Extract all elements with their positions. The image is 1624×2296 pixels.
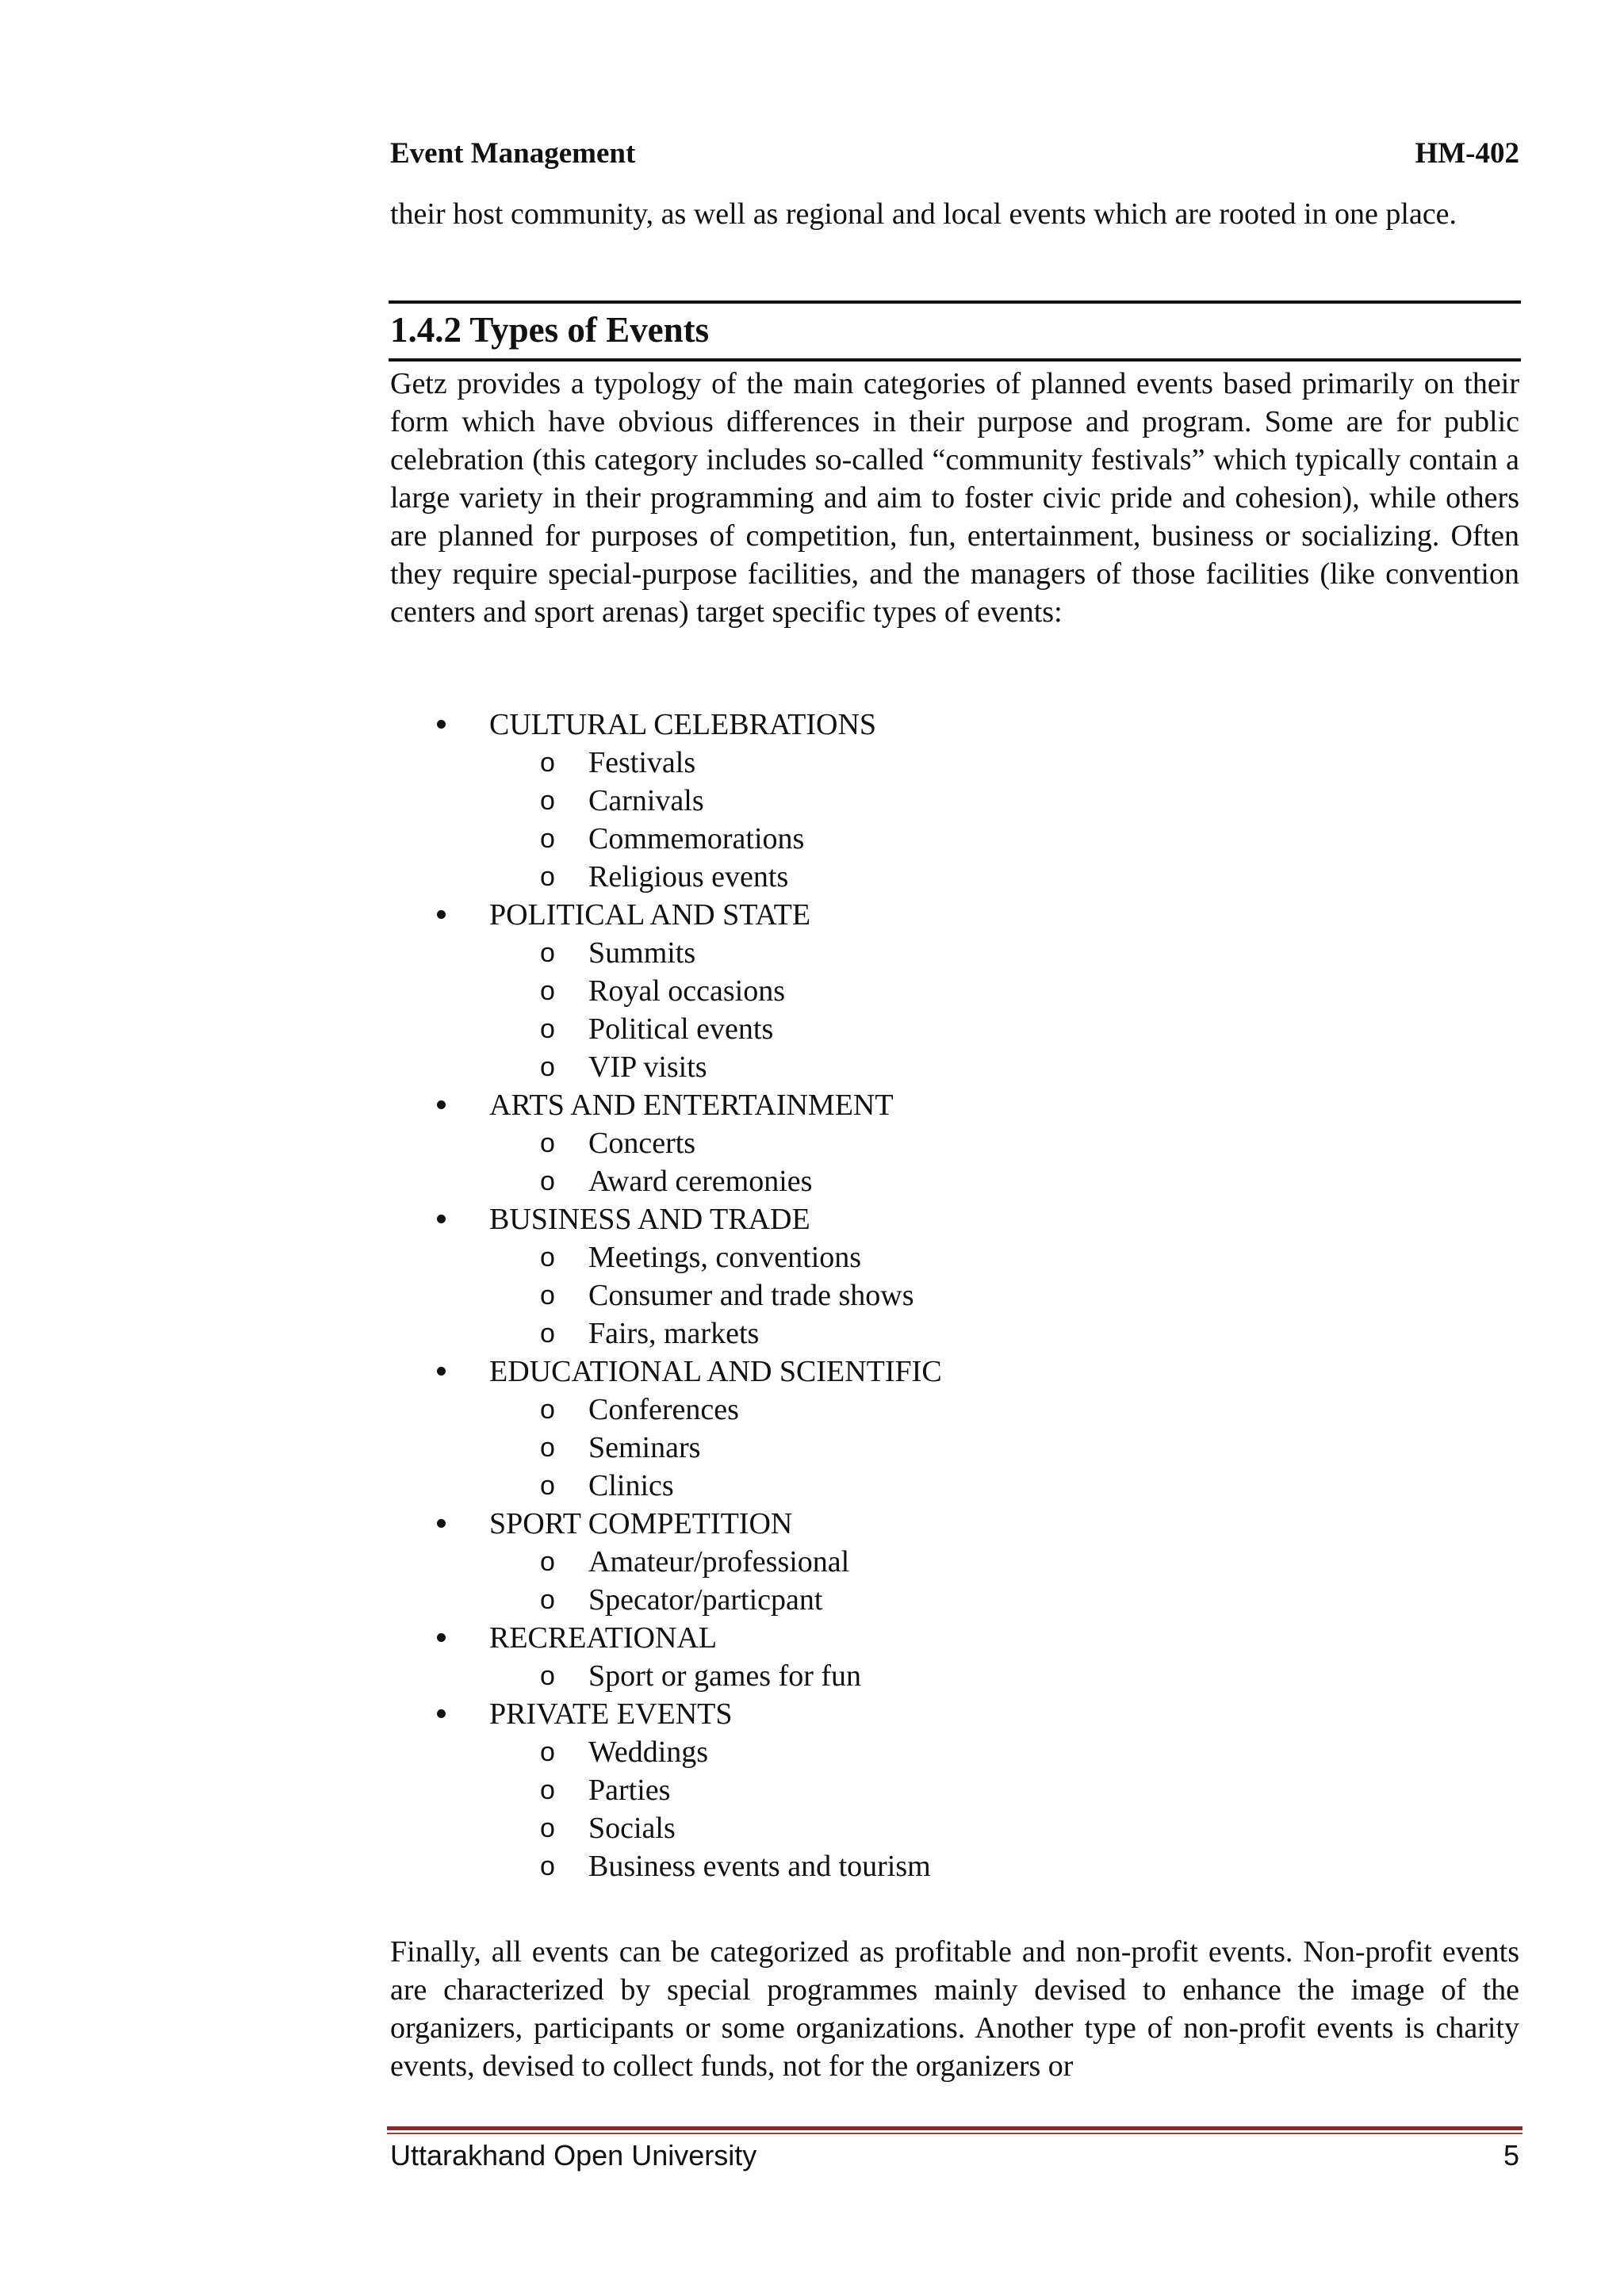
subcategory-list: [390, 1124, 1519, 1200]
course-title: Event Management: [390, 137, 636, 170]
hollow-bullet-icon: o: [540, 1280, 555, 1311]
subcategory-item: [390, 972, 1519, 1010]
subcategory-label: Amateur/professional: [588, 1545, 850, 1578]
subcategory-label: Business events and tourism: [588, 1850, 931, 1883]
hollow-bullet-icon: o: [540, 1395, 555, 1425]
hollow-bullet-icon: o: [540, 1471, 555, 1501]
subcategory-label: Specator/particpant: [588, 1583, 823, 1617]
footer-rule-thin: [387, 2133, 1522, 2134]
subcategory-item: [390, 1809, 1519, 1847]
subcategory-label: Fairs, markets: [588, 1317, 760, 1350]
hollow-bullet-icon: o: [540, 1661, 555, 1691]
course-code: HM-402: [1415, 137, 1519, 170]
continuation-paragraph: their host community, as well as regional and local events which are rooted in one place.: [390, 197, 1457, 231]
hollow-bullet-icon: o: [540, 1128, 555, 1158]
subcategory-item: [390, 1124, 1519, 1162]
subcategory-item: [390, 1733, 1519, 1771]
subcategory-label: Socials: [588, 1812, 676, 1845]
subcategory-list: [390, 1391, 1519, 1505]
subcategory-item: [390, 1238, 1519, 1276]
hollow-bullet-icon: o: [540, 1851, 555, 1881]
hollow-bullet-icon: o: [540, 1813, 555, 1843]
category-row: [390, 1619, 1519, 1657]
event-category-list: [390, 706, 1519, 1885]
subcategory-label: Festivals: [588, 746, 696, 779]
subcategory-label: Commemorations: [588, 822, 805, 855]
hollow-bullet-icon: o: [540, 938, 555, 968]
category-row: [390, 706, 1519, 744]
subcategory-item: [390, 1010, 1519, 1048]
category-row: [390, 1200, 1519, 1238]
category-label: EDUCATIONAL AND SCIENTIFIC: [489, 1355, 942, 1388]
subcategory-list: [390, 1733, 1519, 1885]
subcategory-label: Sport or games for fun: [588, 1659, 862, 1693]
heading-rule-top: [389, 300, 1521, 304]
hollow-bullet-icon: o: [540, 748, 555, 778]
subcategory-label: Carnivals: [588, 784, 704, 817]
category-label: CULTURAL CELEBRATIONS: [489, 708, 877, 741]
hollow-bullet-icon: o: [540, 1775, 555, 1805]
hollow-bullet-icon: o: [540, 1242, 555, 1272]
subcategory-item: [390, 1581, 1519, 1619]
subcategory-label: Award ceremonies: [588, 1165, 813, 1198]
subcategory-item: [390, 1314, 1519, 1353]
footer-institution: Uttarakhand Open University: [390, 2139, 757, 2172]
category-row: [390, 1695, 1519, 1733]
category-label: POLITICAL AND STATE: [489, 898, 811, 932]
hollow-bullet-icon: o: [540, 1014, 555, 1044]
category-label: ARTS AND ENTERTAINMENT: [489, 1089, 894, 1122]
subcategory-label: Royal occasions: [588, 974, 786, 1008]
hollow-bullet-icon: o: [540, 1433, 555, 1463]
subcategory-label: Conferences: [588, 1393, 739, 1426]
closing-paragraph: Finally, all events can be categorized as profitable and non-profit events. Non-profit events are characterized by special programmes mainly devised to enhance the image of the organizers, participants or some organizations. Another type of non-profit events is charity events, devised to collect funds, not for the organizers or: [390, 1935, 1519, 2083]
category-label: BUSINESS AND TRADE: [489, 1203, 810, 1236]
subcategory-item: [390, 1429, 1519, 1467]
subcategory-item: [390, 858, 1519, 896]
category-row: [390, 1086, 1519, 1124]
subcategory-item: [390, 934, 1519, 972]
page-number: 5: [1503, 2139, 1519, 2172]
category-item: [390, 706, 1519, 896]
hollow-bullet-icon: o: [540, 1585, 555, 1615]
hollow-bullet-icon: o: [540, 1052, 555, 1082]
category-row: [390, 1505, 1519, 1543]
subcategory-label: Seminars: [588, 1431, 701, 1464]
subcategory-list: [390, 934, 1519, 1086]
category-label: SPORT COMPETITION: [489, 1507, 793, 1540]
category-row: [390, 896, 1519, 934]
category-item: [390, 1086, 1519, 1200]
subcategory-item: [390, 1467, 1519, 1505]
subcategory-item: [390, 1391, 1519, 1429]
subcategory-label: Political events: [588, 1012, 774, 1046]
intro-paragraph: Getz provides a typology of the main categories of planned events based primarily on their form which have obvious differences in their purpose and program. Some are for public celebration (this category includes so-called “community festivals” which typically contain a large variety in their programming and aim to foster civic pride and cohesion), while others are planned for purposes of competition, fun, entertainment, business or socializing. Often they require special-purpose facilities, and the managers of those facilities (like convention centers and sport arenas) target specific types of events:: [390, 367, 1519, 629]
subcategory-item: [390, 1162, 1519, 1200]
hollow-bullet-icon: o: [540, 862, 555, 892]
subcategory-label: Weddings: [588, 1735, 709, 1769]
subcategory-list: [390, 1543, 1519, 1619]
heading-rule-bottom: [389, 358, 1521, 362]
subcategory-label: Summits: [588, 936, 696, 970]
category-label: RECREATIONAL: [489, 1621, 718, 1655]
category-item: [390, 1619, 1519, 1695]
subcategory-list: [390, 744, 1519, 896]
category-item: [390, 1200, 1519, 1353]
hollow-bullet-icon: o: [540, 1737, 555, 1767]
subcategory-item: [390, 782, 1519, 820]
category-item: [390, 1505, 1519, 1619]
subcategory-item: [390, 820, 1519, 858]
subcategory-label: Parties: [588, 1774, 671, 1807]
subcategory-label: Consumer and trade shows: [588, 1279, 914, 1312]
hollow-bullet-icon: o: [540, 824, 555, 854]
category-label: PRIVATE EVENTS: [489, 1697, 733, 1731]
subcategory-label: Religious events: [588, 860, 789, 894]
hollow-bullet-icon: o: [540, 786, 555, 816]
running-header: [390, 136, 1519, 176]
subcategory-item: [390, 1276, 1519, 1314]
category-item: [390, 1353, 1519, 1505]
section-heading: 1.4.2 Types of Events: [390, 310, 710, 350]
subcategory-item: [390, 1048, 1519, 1086]
subcategory-label: Concerts: [588, 1127, 696, 1160]
subcategory-list: [390, 1238, 1519, 1353]
category-row: [390, 1353, 1519, 1391]
category-item: [390, 896, 1519, 1086]
page-footer: [390, 2139, 1519, 2177]
hollow-bullet-icon: o: [540, 976, 555, 1006]
subcategory-item: [390, 744, 1519, 782]
footer-rule: [387, 2126, 1522, 2130]
category-item: [390, 1695, 1519, 1885]
subcategory-label: Clinics: [588, 1469, 674, 1502]
subcategory-item: [390, 1847, 1519, 1885]
hollow-bullet-icon: o: [540, 1547, 555, 1577]
hollow-bullet-icon: o: [540, 1318, 555, 1349]
subcategory-list: [390, 1657, 1519, 1695]
subcategory-label: VIP visits: [588, 1050, 707, 1084]
subcategory-item: [390, 1657, 1519, 1695]
hollow-bullet-icon: o: [540, 1166, 555, 1196]
subcategory-label: Meetings, conventions: [588, 1241, 862, 1274]
subcategory-item: [390, 1543, 1519, 1581]
subcategory-item: [390, 1771, 1519, 1809]
